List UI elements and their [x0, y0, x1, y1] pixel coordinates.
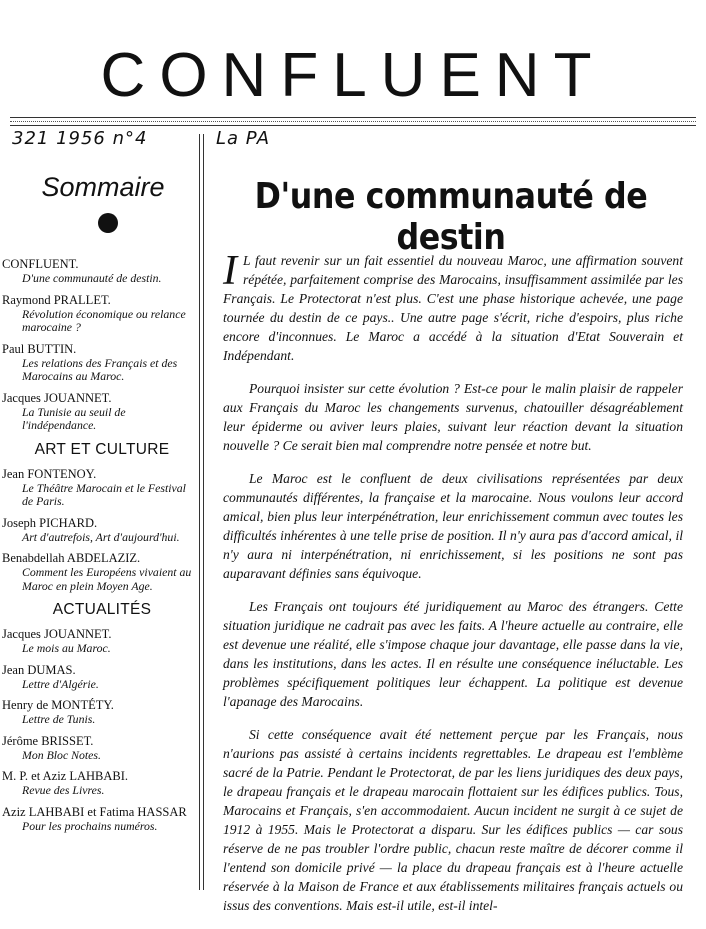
- article: [213, 176, 685, 913]
- toc-title: Révolution économique ou relance marocaine ?: [22, 306, 186, 334]
- toc-entry[interactable]: [0, 342, 196, 384]
- handwritten-note-right: La PA: [216, 128, 271, 149]
- toc-title: Le mois au Maroc.: [22, 641, 111, 655]
- toc-entry[interactable]: [0, 391, 196, 433]
- column-divider: [199, 134, 200, 890]
- article-headline: D'une communauté de destin: [254, 176, 648, 258]
- toc-title: Les relations des Français et des Marocains au Maroc.: [22, 355, 178, 383]
- toc-group-art: [0, 467, 196, 594]
- toc-author: Henry de MONTÉTY.: [2, 698, 114, 712]
- toc-title: Lettre d'Algérie.: [22, 676, 99, 691]
- toc-author: Joseph PICHARD.: [2, 515, 98, 530]
- toc-author: Raymond PRALLET.: [2, 292, 111, 307]
- toc-entry[interactable]: [0, 663, 196, 692]
- toc-title: Revue des Livres.: [22, 783, 105, 797]
- toc-author: Jérôme BRISSET.: [2, 733, 94, 748]
- toc-author: Aziz LAHBABI et Fatima HASSAR: [2, 804, 187, 819]
- toc-title: D'une communauté de destin.: [22, 271, 162, 285]
- toc-group-actualites: [0, 627, 196, 833]
- toc-title: Mon Bloc Notes.: [22, 747, 101, 762]
- toc-title: Comment les Européens vivaient au Maroc en plein Moyen Age.: [22, 565, 192, 593]
- article-paragraph: Les Français ont toujours été juridiquement au Maroc des étrangers. Cette situation juridique ne cadrait pas avec les faits. A l'heure actuelle au contraire, elle est devenue une réalité, elle s'impose chaque jour davantage, elle passe dans la vie, dans les institutions, dans les actes. Il en résulte une conséquence inéluctable. Les problèmes spécifiquement politiques leur échappent. La politique est devenue l'apanage des Marocains.: [223, 599, 683, 709]
- toc-entry[interactable]: [0, 769, 196, 798]
- drop-cap: I: [223, 248, 237, 294]
- paragraph-text: L faut revenir sur un fait essentiel du nouveau Maroc, une affirmation souvent répétée, parfaitement comprise des Marocains, insuffisamment assimilée par les Français. Le Protectorat n'est plus. C'est une phase historique achevée, une page tournée du destin de ce pays.. Une autre page s'écrit, riche d'espoirs, plus riche encore d'inconnues. Le Maroc a accédé à la situation d'Etat Souverain et Indépendant.: [223, 253, 683, 363]
- masthead-rule: [10, 117, 696, 118]
- toc-entry[interactable]: [0, 293, 196, 335]
- masthead-rule-lower: [10, 125, 696, 126]
- table-of-contents: [0, 172, 196, 840]
- toc-entry[interactable]: [0, 551, 196, 593]
- section-heading-actualites: ACTUALITÉS: [52, 601, 152, 618]
- toc-title: Pour les prochains numéros.: [22, 818, 158, 833]
- toc-entry[interactable]: [0, 627, 196, 656]
- article-paragraph: Si cette conséquence avait été nettement perçue par les Français, nous n'aurions pas assisté à certains incidents regrettables. Le drapeau est l'emblème sacré de la Patrie. Pendant le Protectorat, de par les liens juridiques des deux pays, le drapeau français et le drapeau marocain flottaient sur les édifices publics. Tous, Marocains et Français, s'en accommodaient. Aucun incident ne surgit à ce sujet de 1912 à 1955. Mais le Protectorat a disparu. Sur les édifices publics — car sous réserve de ne pas troubler l'ordre public, chacun reste maître de décorer comme il l'entend son domicile privé — la place du drapeau français est à l'heure actuelle réservée à la Maison de France et aux établissements militaires français actuels ou issus des conventions. Mais est-il utile, est-il intel-: [223, 727, 683, 913]
- article-paragraph: [223, 248, 683, 365]
- masthead-rule-dotted: [10, 121, 696, 122]
- toc-entry[interactable]: [0, 516, 196, 545]
- toc-author: Jean DUMAS.: [2, 662, 76, 677]
- section-heading-art-culture: ART ET CULTURE: [34, 440, 170, 458]
- toc-author: Jacques JOUANNET.: [2, 390, 112, 405]
- toc-author: CONFLUENT.: [2, 257, 79, 271]
- article-paragraph: Pourquoi insister sur cette évolution ? Est-ce pour le malin plaisir de rappeler aux Français du Maroc les changements survenus, chatouiller désagréablement leur épiderme ou aviver leurs plaies, suivant leur réaction devant la situation nouvelle ? Ce serait bien mal comprendre notre pensée et notre but.: [223, 381, 683, 453]
- toc-author: Jacques JOUANNET.: [2, 627, 112, 641]
- sommaire-title: Sommaire: [41, 172, 165, 202]
- toc-title: Art d'autrefois, Art d'aujourd'hui.: [22, 529, 180, 544]
- toc-entry[interactable]: [0, 805, 196, 834]
- handwritten-note-left: 321 1956 n°4: [12, 128, 148, 149]
- toc-title: Lettre de Tunis.: [22, 712, 96, 726]
- toc-entry[interactable]: [0, 467, 196, 509]
- bullet-dot-icon: [98, 213, 118, 233]
- toc-entry[interactable]: [0, 257, 196, 286]
- article-paragraph: Le Maroc est le confluent de deux civilisations représentées par deux communautés différentes, la française et la marocaine. Nous voulons leur accord amical, bien plus leur interpénétration, leur enrichissement commun avec toutes les difficultés inhérentes à une telle prise de position. Il n'y aura pas d'accord amical, il n'y aura ni interpénétration, ni enrichissement, si les positions ne sont pas auparavant définies sans équivoque.: [223, 471, 683, 581]
- toc-entry[interactable]: [0, 698, 196, 727]
- toc-entry[interactable]: [0, 734, 196, 763]
- toc-author: Benabdellah ABDELAZIZ.: [2, 551, 141, 565]
- toc-title: La Tunisie au seuil de l'indépendance.: [22, 404, 126, 432]
- masthead-title: CONFLUENT: [100, 41, 606, 110]
- toc-author: Jean FONTENOY.: [2, 466, 97, 481]
- toc-author: Paul BUTTIN.: [2, 341, 77, 356]
- toc-title: Le Théâtre Marocain et le Festival de Paris.: [22, 480, 186, 508]
- column-divider-inner: [203, 134, 204, 890]
- toc-group-main: [0, 257, 196, 433]
- toc-author: M. P. et Aziz LAHBABI.: [2, 769, 129, 783]
- article-body: [223, 248, 683, 929]
